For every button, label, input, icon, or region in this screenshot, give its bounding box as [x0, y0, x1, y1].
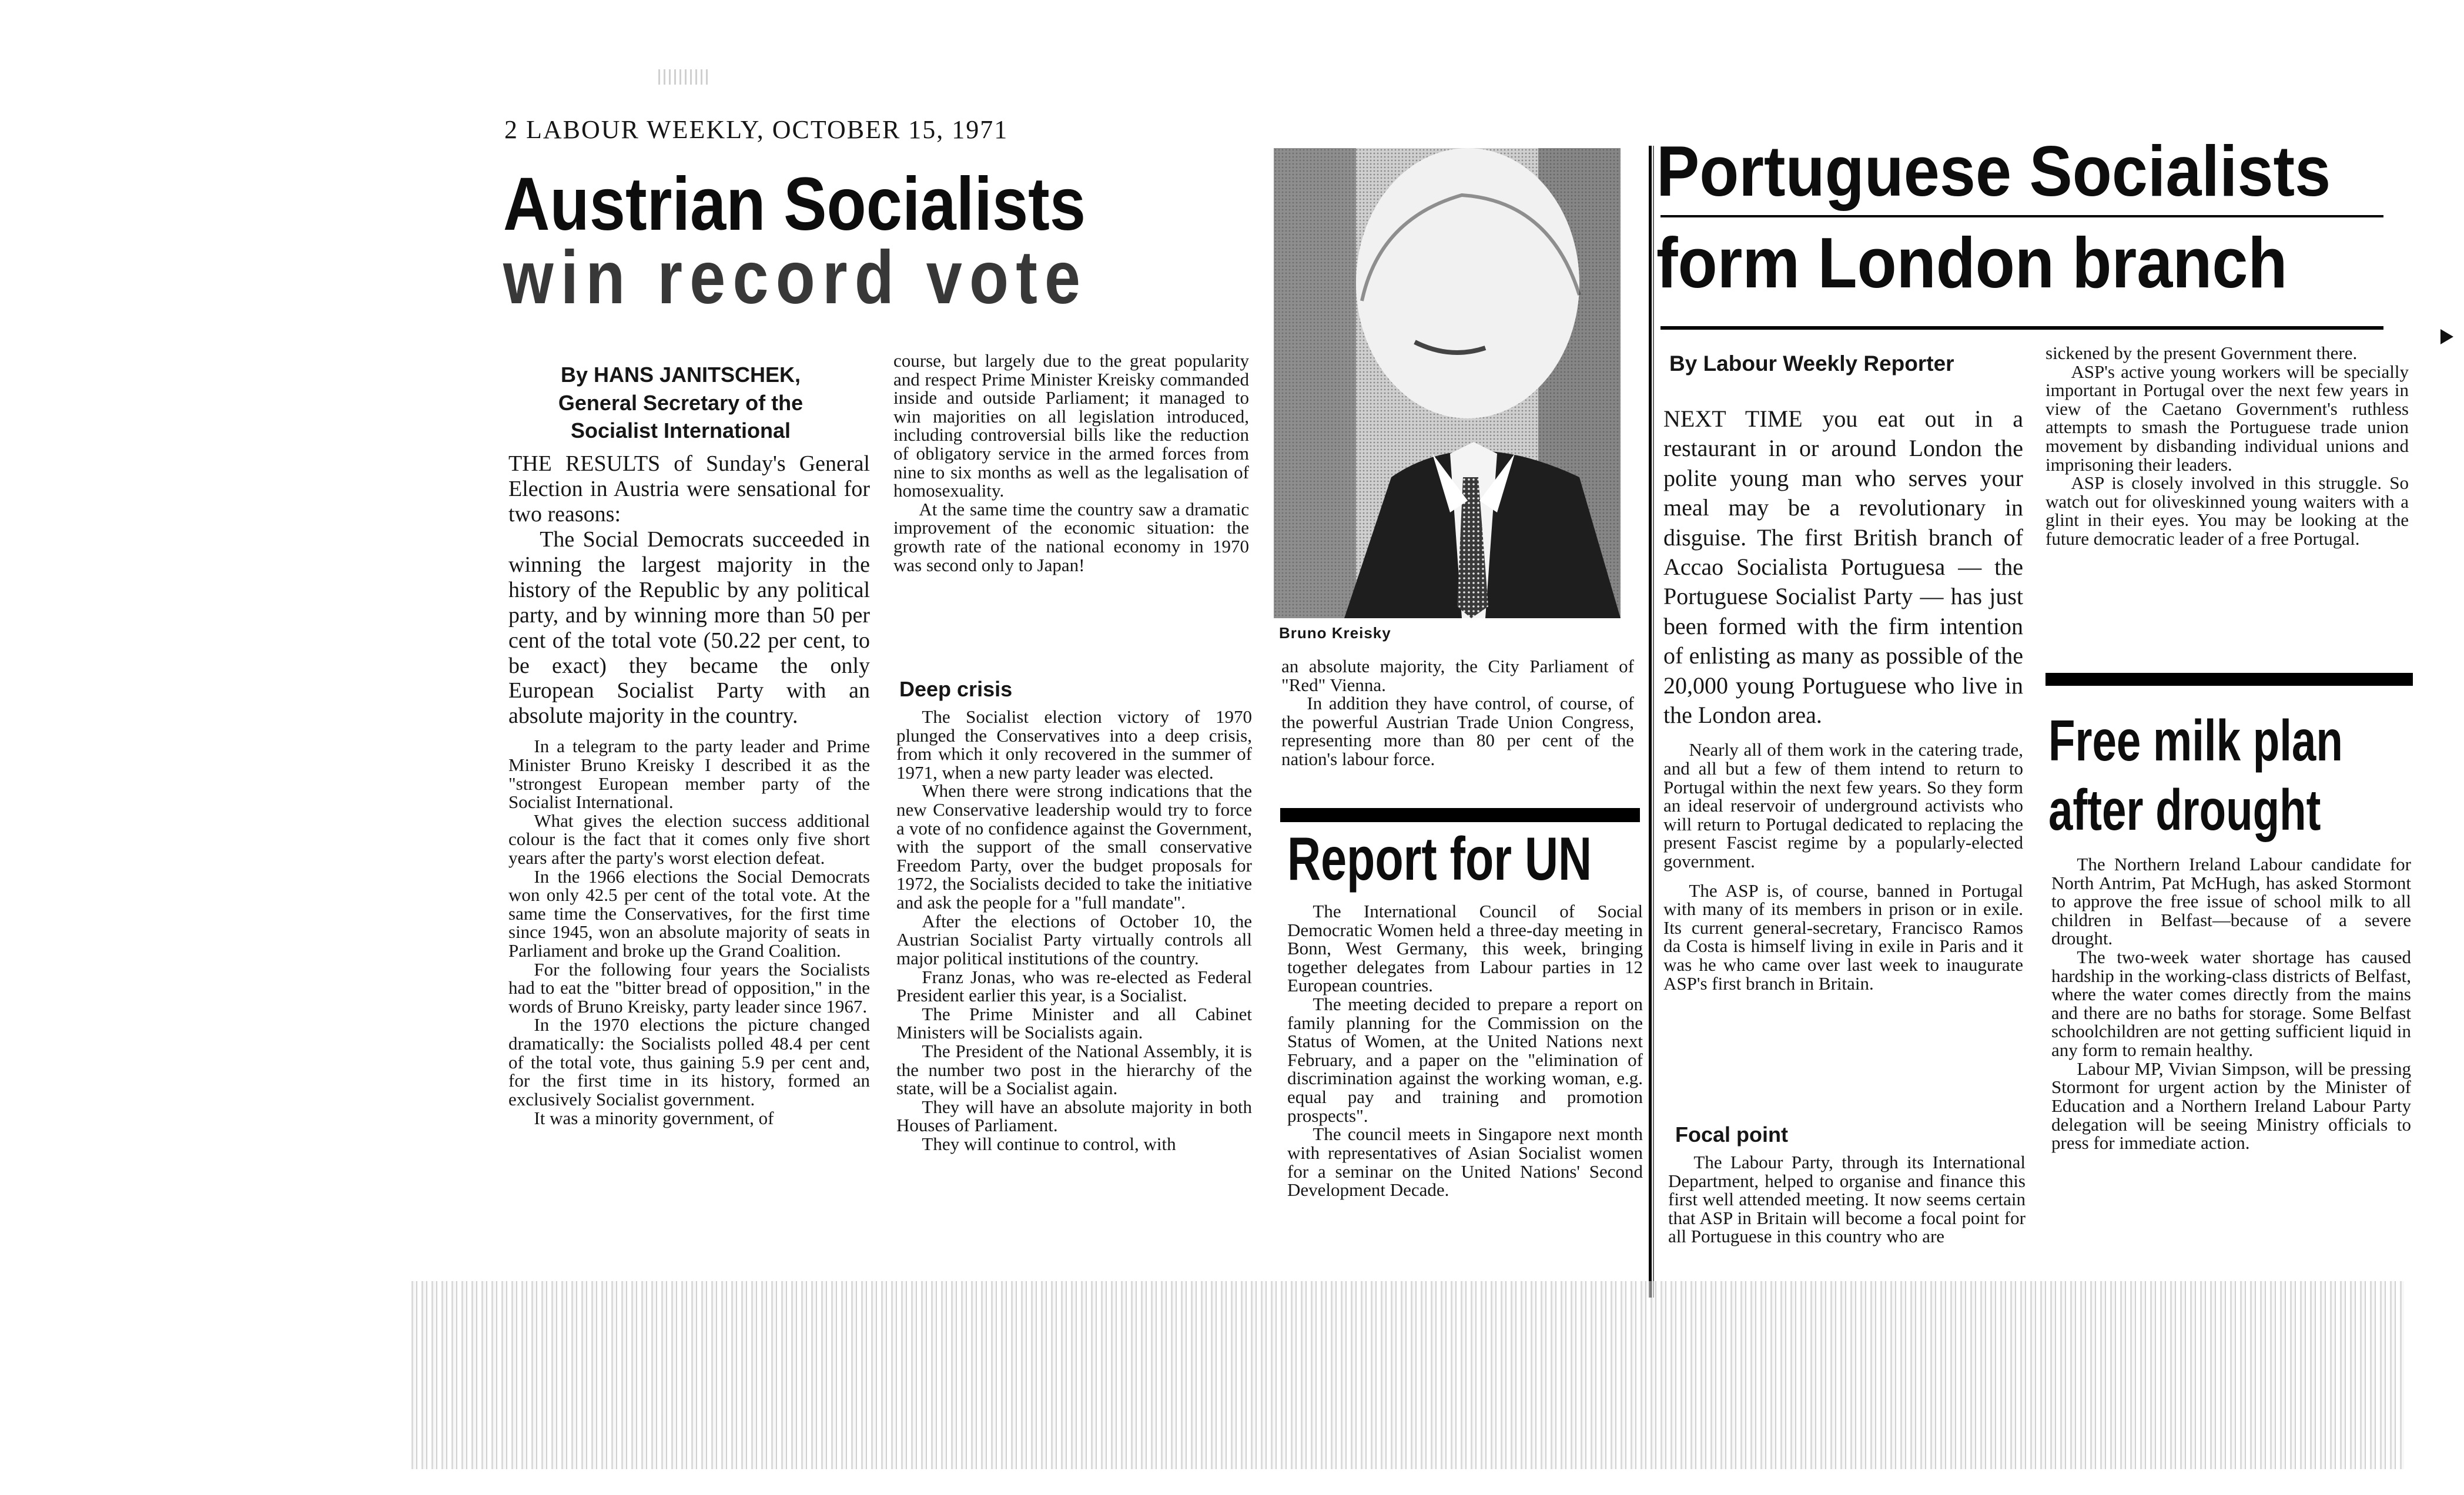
paragraph: The meeting decided to prepare a report on family planning for the Commission on the Status of Women, at the United Nations next February, and a paper on the "elimination of discrimination against the working woman, e.g. equal pay and training and promotion prospects".	[1287, 994, 1643, 1126]
paragraph: an absolute majority, the City Parliament of "Red" Vienna.	[1281, 657, 1634, 695]
milk-headline	[2048, 708, 2343, 843]
portuguese-headline	[1656, 131, 2331, 303]
section-rule	[2045, 673, 2413, 686]
paragraph: The ASP is, of course, banned in Portugal with many of its members in prison or in exile. Its current general-secretary, Francisco Ramos da Costa is himself living in exile in Paris and it was he who came over last week to inaugurate ASP's first branch in Britain.	[1663, 880, 2023, 994]
paragraph: sickened by the present Government there.	[2045, 344, 2358, 363]
portrait-image	[1274, 148, 1621, 618]
masthead: 2 LABOUR WEEKLY, OCTOBER 15, 1971	[504, 115, 1009, 144]
paragraph: The Socialist election victory of 1970 plunged the Conservatives into a deep crisis, from which it only recovered in the summer of 1971, when a new party leader was elected.	[896, 708, 1252, 783]
paragraph: The President of the National Assembly, it is the number two post in the hierarchy of the state, will be a Socialist again.	[896, 1040, 1252, 1099]
paragraph: THE RESULTS of Sunday's General Election in Austria were sensational for two reasons:	[508, 451, 870, 527]
column-rule	[1653, 146, 1654, 1298]
paragraph: Nearly all of them work in the catering trade, and all but a few of them intend to return to Portugal within the next few years. So they form an ideal reservoir of underground activists who will return to Portugal dedicated to replacing the present Fascist regime by a popularly-elected government.	[1663, 739, 2023, 871]
section-rule	[1280, 808, 1640, 822]
paragraph: The Social Democrats succeeded in winning the largest majority in the history of the Republic by any political party, and by winning more than 50 per cent of the total vote (50.22 per cent, to be exact) they became the only European Socialist Party with an absolute majority in the country.	[508, 527, 870, 729]
portuguese-column-2	[2045, 344, 2409, 673]
austrian-column-2b	[896, 708, 1252, 1301]
deep-crisis-subhead: Deep crisis	[899, 677, 1013, 701]
austrian-headline-line-1: Austrian Socialists	[503, 162, 1086, 246]
paragraph: The Prime Minister and all Cabinet Ministers will be Socialists again.	[896, 1003, 1252, 1043]
paragraph: Labour MP, Vivian Simpson, will be pressing Stormont for urgent action by the Minister of Education and a Northern Ireland Labour Party delegation will be seeing Ministry officials to press for immediate action.	[2051, 1058, 2411, 1154]
column-rule	[1649, 146, 1652, 1298]
report-un-headline: Report for UN	[1287, 825, 1592, 893]
austrian-headline-line-2: win record vote	[503, 236, 1088, 320]
paragraph: It was a minority government, of	[534, 1107, 774, 1128]
paragraph: In the 1970 elections the picture changed dramatically: the Socialists polled 48.4 per cent of the total vote, thus gaining 5.9 per cent and, for the first time in its history, formed an exclusively Socialist government.	[508, 1014, 870, 1109]
paragraph: The council meets in Singapore next month with representatives of Asian Socialist women for a seminar on the United Nations' Second Development Decade.	[1287, 1124, 1643, 1201]
portuguese-headline-line-1: Portuguese Socialists	[1656, 131, 2331, 211]
scan-speck	[658, 69, 711, 85]
paragraph: Franz Jonas, who was re-elected as Federal President earlier this year, is a Socialist.	[896, 966, 1252, 1006]
paragraph: What gives the election success additional colour is the fact that it comes only five short years after the party's worst election defeat.	[508, 810, 870, 868]
paragraph: The two-week water shortage has caused hardship in the working-class districts of Belfast, where the water comes directly from the mains and there are no baths for storage. Some Belfast schoolchildren are not getting sufficient liquid in any form to remain healthy.	[2051, 947, 2411, 1061]
austrian-column-3	[1281, 657, 1634, 798]
paragraph: When there were strong indications that the new Conservative leadership would try to force a vote of no confidence against the Government, with the support of the small conservative Freedom Party, over the budget proposals for 1972, the Socialists decided to take the initiative and ask the people for a "full mandate".	[896, 780, 1252, 913]
paragraph: In a telegram to the party leader and Prime Minister Bruno Kreisky I described it as the "strongest European member party of the Socialist International.	[508, 736, 870, 813]
paragraph: They will continue to control, with	[922, 1134, 1176, 1155]
paragraph: In the 1966 elections the Social Democrats won only 42.5 per cent of the total vote. At the same time the Conservatives, for the first time since 1945, won an absolute majority of seats in Parliament and broke up the Grand Coalition.	[508, 866, 870, 961]
portuguese-headline-line-2: form London branch	[1656, 222, 2288, 303]
portuguese-column-1	[1663, 404, 2023, 1109]
scan-noise-band	[411, 1281, 2404, 1469]
paragraph: NEXT TIME you eat out in a restaurant in or around London the polite young man who serves your meal may be a revolutionary in disguise. The first British branch of Accao Socialista Portuguesa — the Portuguese Socialist Party — has just been formed with the firm intention of enlisting as many as possible of the 20,000 young Portuguese who live in the London area.	[1663, 405, 2023, 728]
report-un-column	[1287, 902, 1643, 1302]
paragraph: The Labour Party, through its International Department, helped to organise and finance this first well attended meeting. It now seems certain that ASP in Britain will become a focal point for all Portuguese in this country who are	[1668, 1153, 2026, 1247]
paragraph: For the following four years the Socialists had to eat the "bitter bread of opposition," in the words of Bruno Kreisky, party leader since 1967.	[508, 958, 870, 1017]
portuguese-byline: By Labour Weekly Reporter	[1669, 351, 1954, 376]
milk-column	[2051, 855, 2411, 1287]
austrian-column-2a	[893, 351, 1249, 657]
milk-headline-line-2: after drought	[2048, 777, 2321, 843]
paragraph: course, but largely due to the great popularity and respect Prime Minister Kreisky commanded inside and outside Parliament; it managed to win majorities on all legislation introduced, including controversial bills like the reduction of obligatory service in the armed forces from nine to six months as well as the legalisation of homosexuality.	[893, 351, 1249, 501]
austrian-byline	[510, 361, 851, 445]
austrian-byline-org: Socialist International	[570, 418, 791, 443]
paragraph: The International Council of Social Democratic Women held a three-day meeting in Bonn, West Germany, this week, bringing together delegates from Labour parties in 12 European countries.	[1287, 902, 1643, 996]
kreisky-photo	[1274, 148, 1621, 618]
headline-underline	[1660, 326, 2383, 330]
austrian-headline	[503, 162, 1088, 320]
milk-headline-line-1: Free milk plan	[2048, 708, 2343, 773]
page-edge-mark	[2440, 329, 2453, 344]
paragraph: The Northern Ireland Labour candidate for North Antrim, Pat McHugh, has asked Stormont to approve the free issue of school milk to all children in Belfast—because of a severe drought.	[2051, 855, 2411, 949]
portuguese-column-1b	[1668, 1153, 2026, 1300]
paragraph: After the elections of October 10, the Austrian Socialist Party virtually controls all major political institutions of the country.	[896, 910, 1252, 968]
focal-point-subhead: Focal point	[1675, 1122, 1788, 1147]
austrian-column-1	[508, 451, 870, 1305]
paragraph: They will have an absolute majority in both Houses of Parliament.	[896, 1096, 1252, 1136]
austrian-byline-title: General Secretary of the	[558, 390, 804, 415]
paragraph: In addition they have control, of course, of the powerful Austrian Trade Union Congress, representing more than 80 per cent of the nation's labour force.	[1281, 693, 1634, 770]
austrian-byline-author: By HANS JANITSCHEK,	[560, 363, 801, 387]
paragraph: ASP's active young workers will be specially important in Portugal over the next few years in view of the Caetano Government's ruthless attempts to smash the Portuguese trade union movement by disbanding individual unions and imprisoning their leaders.	[2045, 361, 2409, 475]
paragraph: ASP is closely involved in this struggle. So watch out for oliveskinned young waiters with a glint in their eyes. You may be looking at the future democratic leader of a free Portugal.	[2045, 472, 2409, 549]
photo-caption: Bruno Kreisky	[1279, 624, 1391, 642]
paragraph: At the same time the country saw a dramatic improvement of the economic situation: the growth rate of the national economy in 1970 was second only to Japan!	[893, 498, 1249, 575]
